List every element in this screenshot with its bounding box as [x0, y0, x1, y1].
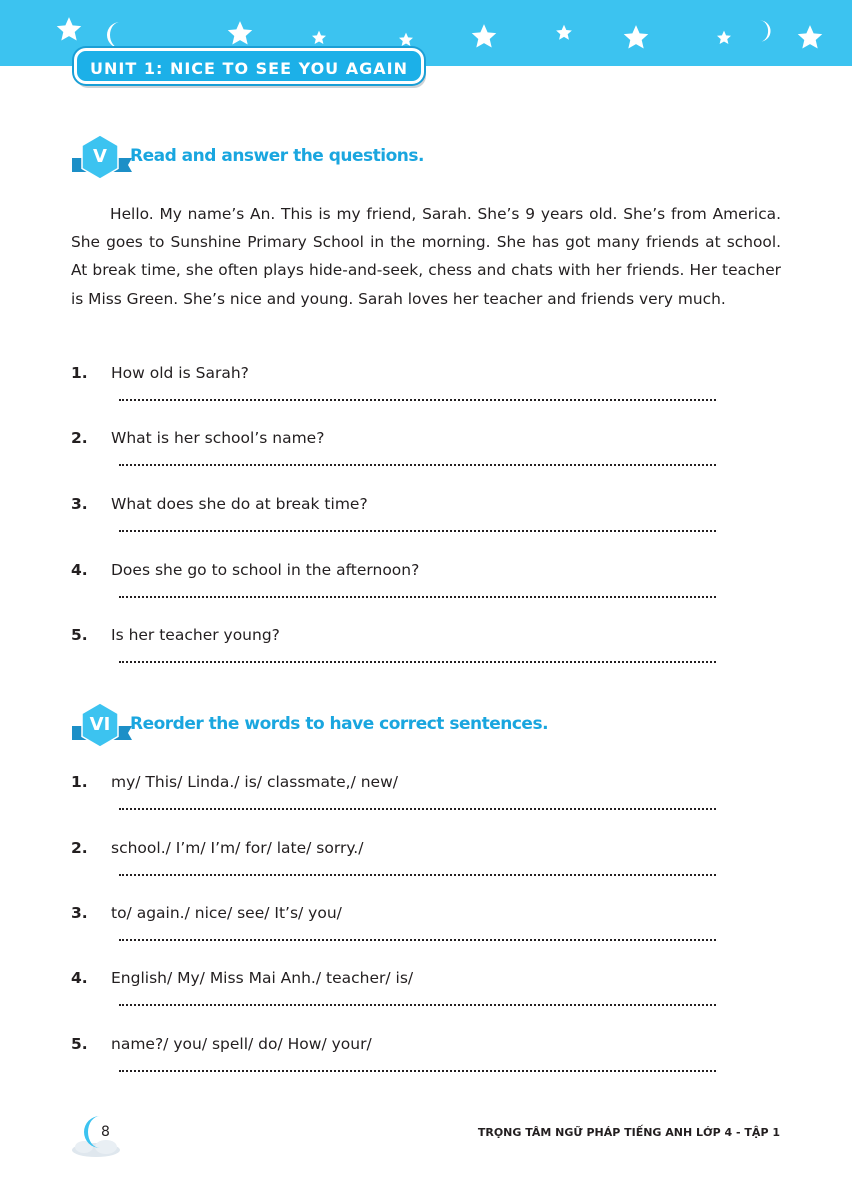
book-title: TRỌNG TÂM NGỮ PHÁP TIẾNG ANH LỚP 4 - TẬP 1: [477, 1126, 780, 1139]
question-item: [0, 495, 852, 555]
star-icon: [555, 24, 573, 42]
question-item: [0, 429, 852, 489]
answer-line[interactable]: [119, 939, 716, 941]
question-item: [0, 626, 852, 686]
question-number: 2.: [71, 429, 88, 447]
question-text: How old is Sarah?: [111, 364, 249, 382]
question-number: 1.: [71, 364, 88, 382]
answer-line[interactable]: [119, 1070, 716, 1072]
question-item: [0, 839, 852, 899]
question-number: 4.: [71, 561, 88, 579]
section-vi-heading: [72, 702, 772, 748]
answer-line[interactable]: [119, 874, 716, 876]
question-item: [0, 904, 852, 964]
answer-line[interactable]: [119, 399, 716, 401]
question-number: 3.: [71, 495, 88, 513]
star-icon: [398, 32, 414, 48]
question-number: 5.: [71, 626, 88, 644]
question-text: Does she go to school in the afternoon?: [111, 561, 420, 579]
question-item: [0, 773, 852, 833]
answer-line[interactable]: [119, 596, 716, 598]
question-number: 1.: [71, 773, 88, 791]
star-icon: [226, 20, 254, 48]
question-text: Is her teacher young?: [111, 626, 280, 644]
answer-line[interactable]: [119, 1004, 716, 1006]
question-number: 2.: [71, 839, 88, 857]
section-vi-title: Reorder the words to have correct sentences.: [130, 714, 549, 734]
answer-line[interactable]: [119, 530, 716, 532]
moon-cloud-icon: [70, 1114, 124, 1160]
star-icon: [55, 16, 83, 44]
answer-line[interactable]: [119, 464, 716, 466]
question-number: 5.: [71, 1035, 88, 1053]
question-number: 3.: [71, 904, 88, 922]
section-v-heading: [72, 134, 772, 180]
question-text: What is her school’s name?: [111, 429, 325, 447]
question-text: my/ This/ Linda./ is/ classmate,/ new/: [111, 773, 398, 791]
star-icon: [470, 23, 498, 51]
star-icon: [311, 30, 327, 46]
star-icon: [716, 30, 732, 46]
moon-icon: [755, 18, 773, 44]
answer-line[interactable]: [119, 808, 716, 810]
section-v-title: Read and answer the questions.: [130, 146, 424, 166]
unit-title: UNIT 1: NICE TO SEE YOU AGAIN: [74, 48, 424, 84]
question-item: [0, 1035, 852, 1095]
reading-passage: Hello. My name’s An. This is my friend, Sarah. She’s 9 years old. She’s from America. She goes to Sunshine Primary School in the morning. She has got many friends at school. At break time, she often plays hide-and-seek, chess and chats with her friends. Her teacher is Miss Green. She’s nice and young. Sarah loves her teacher and friends very much.: [71, 205, 781, 308]
section-v-badge: V: [93, 146, 107, 167]
page-number: 8: [101, 1124, 110, 1140]
question-item: [0, 561, 852, 621]
moon-icon: [104, 20, 126, 50]
question-text: name?/ you/ spell/ do/ How/ your/: [111, 1035, 372, 1053]
star-icon: [622, 24, 650, 52]
question-item: [0, 969, 852, 1029]
section-vi-badge: VI: [89, 714, 111, 735]
question-text: English/ My/ Miss Mai Anh./ teacher/ is/: [111, 969, 414, 987]
star-icon: [796, 24, 824, 52]
question-item: [0, 364, 852, 424]
question-number: 4.: [71, 969, 88, 987]
question-text: What does she do at break time?: [111, 495, 368, 513]
answer-line[interactable]: [119, 661, 716, 663]
question-text: school./ I’m/ I’m/ for/ late/ sorry./: [111, 839, 364, 857]
question-text: to/ again./ nice/ see/ It’s/ you/: [111, 904, 342, 922]
